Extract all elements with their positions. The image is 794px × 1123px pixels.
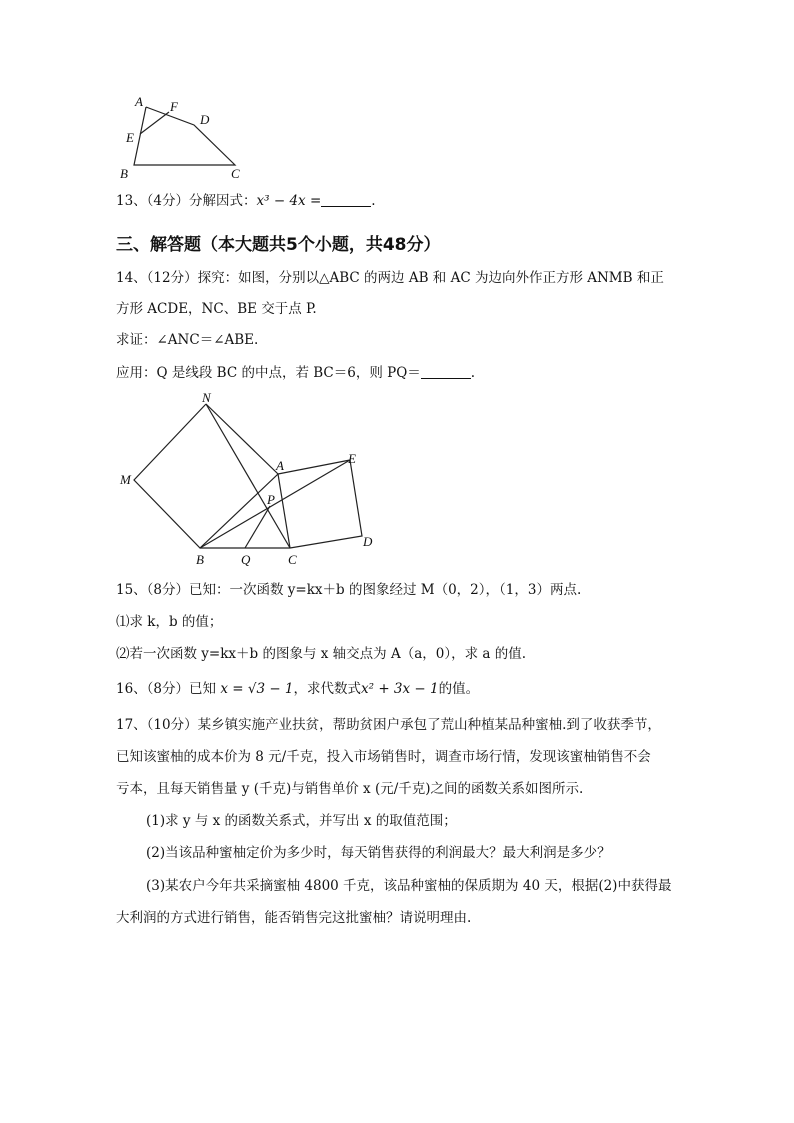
label-e: E bbox=[126, 130, 134, 145]
label-e: E bbox=[348, 451, 356, 466]
question-15-line2: ⑴求 k，b 的值； bbox=[116, 614, 223, 630]
question-17-sub3-cont: 大利润的方式进行销售，能否销售完这批蜜柚？请说明理由. bbox=[116, 910, 472, 926]
question-17-line3: 亏本，且每天销售量 y (千克)与销售单价 x (元/千克)之间的函数关系如图所示. bbox=[116, 781, 584, 797]
label-f: F bbox=[170, 99, 178, 114]
question-14-line3: 求证：∠ANC＝∠ABE. bbox=[116, 332, 259, 348]
quadrilateral-figure bbox=[112, 92, 252, 184]
question-17-line1: 17、（10分）某乡镇实施产业扶贫，帮助贫困户承包了荒山种植某品种蜜柚.到了收获季节， bbox=[116, 717, 661, 733]
label-p: P bbox=[267, 492, 275, 507]
answer-blank bbox=[421, 364, 471, 379]
label-b: B bbox=[196, 552, 204, 567]
label-d: D bbox=[200, 112, 210, 127]
question-15-line1: 15、（8分）已知：一次函数 y=kx＋b 的图象经过 M（0，2），（1，3）两点. bbox=[116, 582, 582, 598]
label-q: Q bbox=[241, 552, 251, 567]
label-d: D bbox=[363, 534, 373, 549]
question-14-line4: 应用：Q 是线段 BC 的中点，若 BC＝6，则 PQ＝ . bbox=[116, 365, 476, 381]
squares-triangle-figure bbox=[110, 390, 385, 570]
question-17-sub3: (3)某农户今年共采摘蜜柚 4800 千克，该品种蜜柚的保质期为 40 天，根据(2)中获得最 bbox=[146, 878, 672, 894]
label-c: C bbox=[288, 552, 297, 567]
question-17-line2: 已知该蜜柚的成本价为 8 元/千克，投入市场销售时，调查市场行情，发现该蜜柚销售不会 bbox=[116, 749, 651, 765]
question-14-line2: 方形 ACDE，NC、BE 交于点 P. bbox=[116, 301, 317, 317]
question-15-line3: ⑵若一次函数 y=kx＋b 的图象与 x 轴交点为 A（a，0），求 a 的值. bbox=[116, 646, 527, 662]
question-14-line1: 14、（12分）探究：如图，分别以△ABC 的两边 AB 和 AC 为边向外作正方形 ANMB 和正 bbox=[116, 270, 664, 286]
label-b: B bbox=[120, 166, 128, 181]
question-16: 16、（8分）已知 x = √3 − 1，求代数式x² + 3x − 1的值。 bbox=[116, 681, 480, 697]
section-heading: 三、解答题（本大题共5个小题，共48分） bbox=[116, 235, 441, 255]
question-13: 13、（4分）分解因式：x³ − 4x = . bbox=[116, 193, 376, 209]
question-17-sub1: (1)求 y 与 x 的函数关系式，并写出 x 的取值范围； bbox=[146, 813, 457, 829]
label-n: N bbox=[202, 390, 211, 405]
question-17-sub2: (2)当该品种蜜柚定价为多少时，每天销售获得的利润最大？最大利润是多少？ bbox=[146, 845, 611, 861]
label-a: A bbox=[135, 94, 143, 109]
answer-blank bbox=[321, 192, 371, 207]
label-a: A bbox=[276, 458, 284, 473]
label-m: M bbox=[120, 472, 131, 487]
label-c: C bbox=[231, 166, 240, 181]
